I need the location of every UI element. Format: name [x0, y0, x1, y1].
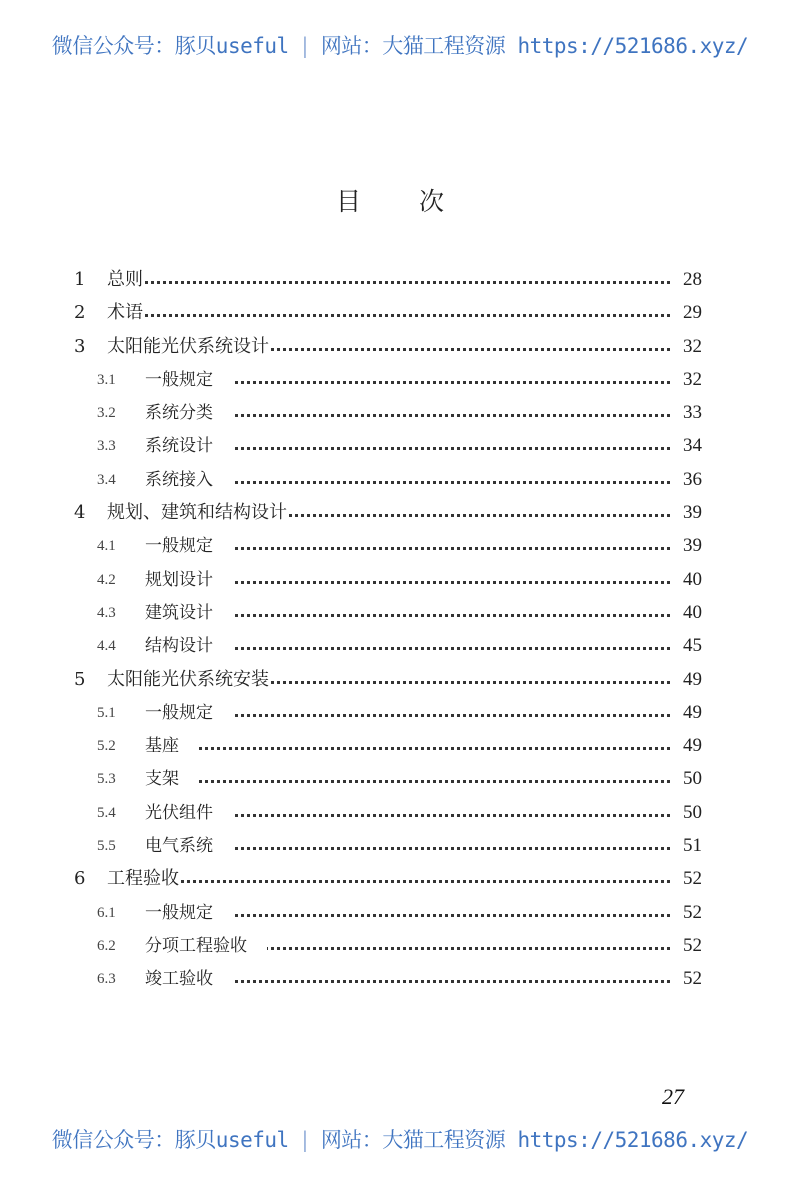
- watermark-left: 微信公众号：豚贝useful: [51, 1128, 289, 1152]
- toc-entry-number: 5: [74, 668, 86, 690]
- toc-entry-number: 5.4: [97, 804, 116, 821]
- toc-entry-page: 39: [683, 502, 702, 524]
- toc-entry-page: 52: [683, 868, 702, 890]
- toc-entry-page: 36: [683, 468, 702, 490]
- toc-entry-number: 3.3: [97, 438, 116, 455]
- toc-entry-number: 3.4: [97, 471, 116, 488]
- toc-entry[interactable]: [0, 432, 800, 465]
- toc-entry[interactable]: [0, 865, 800, 898]
- table-of-contents: [0, 266, 800, 999]
- toc-entry-page: 50: [683, 801, 702, 823]
- toc-entry-number: 5.3: [97, 771, 116, 788]
- toc-entry-number: 6.1: [97, 904, 116, 921]
- toc-entry[interactable]: [0, 765, 800, 798]
- toc-leader-dots: [110, 314, 670, 317]
- toc-entry-number: 5.5: [97, 838, 116, 855]
- toc-entry-page: 52: [683, 968, 702, 990]
- toc-entry-page: 40: [683, 601, 702, 623]
- toc-entry[interactable]: [0, 466, 800, 499]
- toc-entry[interactable]: [0, 666, 800, 699]
- toc-entry-title: 竣工验收: [145, 965, 233, 993]
- toc-entry-number: 3: [74, 335, 86, 357]
- toc-entry-page: 39: [683, 535, 702, 557]
- toc-entry-page: 34: [683, 435, 702, 457]
- toc-entry-number: 6.3: [97, 971, 116, 988]
- toc-entry-title: 结构设计: [145, 632, 233, 660]
- toc-entry-title: 工程验收: [107, 865, 181, 893]
- toc-entry-number: 5.2: [97, 738, 116, 755]
- toc-entry-title: 术语: [107, 299, 145, 327]
- toc-entry-title: 总则: [107, 266, 145, 294]
- toc-entry-page: 49: [683, 735, 702, 757]
- toc-entry-number: 6.2: [97, 937, 116, 954]
- toc-entry-title: 规划设计: [145, 566, 233, 594]
- toc-entry-number: 3.1: [97, 371, 116, 388]
- toc-entry[interactable]: [0, 299, 800, 332]
- toc-entry-number: 4: [74, 502, 86, 524]
- toc-entry-title: 太阳能光伏系统安装: [107, 666, 271, 694]
- toc-entry-title: 系统设计: [145, 432, 233, 460]
- toc-entry-number: 4.1: [97, 538, 116, 555]
- toc-entry-title: 系统接入: [145, 466, 233, 494]
- toc-entry-page: 29: [683, 302, 702, 324]
- toc-leader-dots: [110, 880, 670, 883]
- toc-leader-dots: [110, 281, 670, 284]
- watermark-header: [0, 30, 800, 60]
- toc-entry-title: 建筑设计: [145, 599, 233, 627]
- toc-entry-title: 一般规定: [145, 532, 233, 560]
- toc-entry[interactable]: [0, 499, 800, 532]
- watermark-left: 微信公众号：豚贝useful: [51, 34, 289, 58]
- toc-entry[interactable]: [0, 333, 800, 366]
- toc-entry-title: 一般规定: [145, 366, 233, 394]
- toc-entry[interactable]: [0, 799, 800, 832]
- watermark-separator: |: [298, 1128, 311, 1152]
- toc-entry[interactable]: [0, 566, 800, 599]
- toc-leader-dots: [150, 780, 670, 783]
- toc-entry-title: 太阳能光伏系统设计: [107, 333, 271, 361]
- toc-entry-title: 光伏组件: [145, 799, 233, 827]
- toc-entry-page: 51: [683, 835, 702, 857]
- watermark-footer: [0, 1124, 800, 1154]
- toc-entry[interactable]: [0, 965, 800, 998]
- toc-entry-title: 分项工程验收: [145, 932, 267, 960]
- toc-entry[interactable]: [0, 832, 800, 865]
- toc-entry-page: 33: [683, 402, 702, 424]
- toc-entry-number: 4.3: [97, 604, 116, 621]
- toc-entry-page: 28: [683, 269, 702, 290]
- toc-entry[interactable]: [0, 632, 800, 665]
- toc-entry-page: 32: [683, 368, 702, 390]
- toc-entry-number: 2: [74, 302, 86, 324]
- toc-entry-title: 一般规定: [145, 699, 233, 727]
- toc-entry-title: 电气系统: [145, 832, 233, 860]
- toc-entry-number: 3.2: [97, 405, 116, 422]
- toc-entry[interactable]: [0, 399, 800, 432]
- toc-entry[interactable]: [0, 599, 800, 632]
- toc-entry-page: 49: [683, 701, 702, 723]
- page-number: 27: [662, 1084, 684, 1109]
- toc-entry[interactable]: [0, 732, 800, 765]
- toc-entry[interactable]: [0, 366, 800, 399]
- toc-entry[interactable]: [0, 266, 800, 299]
- toc-entry-title: 基座: [145, 732, 199, 760]
- toc-entry-page: 52: [683, 901, 702, 923]
- toc-entry-number: 4.2: [97, 571, 116, 588]
- toc-leader-dots: [150, 747, 670, 750]
- toc-entry-number: 6: [74, 868, 86, 890]
- toc-entry-number: 5.1: [97, 704, 116, 721]
- toc-entry-title: 规划、建筑和结构设计: [107, 499, 289, 527]
- toc-entry-title: 一般规定: [145, 899, 233, 927]
- toc-entry[interactable]: [0, 532, 800, 565]
- toc-entry[interactable]: [0, 932, 800, 965]
- toc-entry-page: 49: [683, 668, 702, 690]
- toc-entry[interactable]: [0, 899, 800, 932]
- toc-entry-title: 支架: [145, 765, 199, 793]
- toc-entry-page: 32: [683, 335, 702, 357]
- toc-entry-page: 52: [683, 934, 702, 956]
- watermark-separator: |: [298, 34, 311, 58]
- toc-entry-page: 45: [683, 635, 702, 657]
- watermark-right: 网站：大猫工程资源 https://521686.xyz/: [320, 1128, 749, 1152]
- toc-entry-number: 4.4: [97, 638, 116, 655]
- toc-entry-number: 1: [74, 269, 86, 290]
- toc-entry-page: 50: [683, 768, 702, 790]
- toc-entry-page: 40: [683, 568, 702, 590]
- toc-entry-title: 系统分类: [145, 399, 233, 427]
- page-title: 目次: [335, 187, 502, 216]
- watermark-right: 网站：大猫工程资源 https://521686.xyz/: [320, 34, 749, 58]
- toc-entry[interactable]: [0, 699, 800, 732]
